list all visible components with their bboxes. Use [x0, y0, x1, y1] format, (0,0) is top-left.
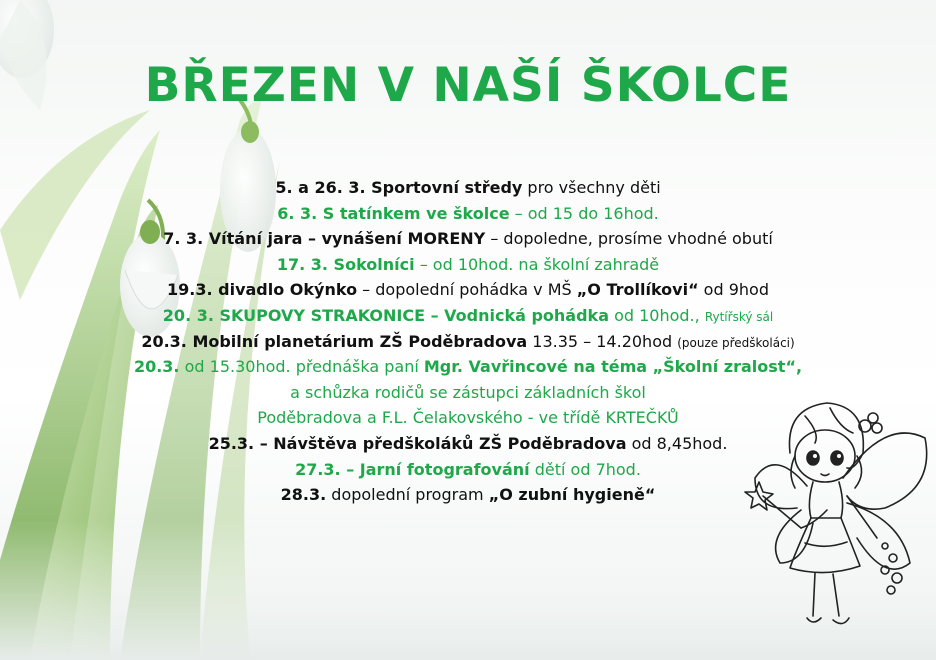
event-text: dětí od 7hod.: [529, 459, 641, 479]
event-text: „O Trollíkovi“: [576, 280, 699, 300]
event-text: a schůzka rodičů se zástupci základních škol: [290, 382, 646, 402]
event-text: 20.3.: [133, 357, 180, 377]
event-text: – od 10hod. na školní zahradě: [414, 254, 660, 274]
event-text: 20. 3. SKUPOVY STRAKONICE – Vodnická pohádka: [162, 306, 609, 325]
page-title: BŘEZEN V NAŠÍ ŠKOLCE: [144, 58, 792, 113]
event-line: [0, 332, 936, 353]
event-text: „O zubní hygieně“: [488, 485, 656, 505]
event-text: 13.35 – 14.20hod: [527, 331, 678, 351]
event-text: Mgr. Vavřincové na téma „Školní zralost“,: [423, 357, 803, 377]
event-text: od 9hod: [698, 280, 769, 300]
event-text: dopolední program: [326, 485, 489, 505]
event-text: od 10hod.,: [608, 306, 705, 325]
event-text: od 8,45hod.: [626, 434, 728, 453]
event-text: (pouze předškoláci): [677, 335, 795, 350]
event-text: – dopoledne, prosíme vhodné obutí: [485, 229, 773, 249]
event-text: od 15.30hod. přednáška paní: [179, 357, 424, 377]
fairy-illustration: [735, 378, 935, 653]
event-text: – od 15 do 16hod.: [509, 203, 659, 223]
event-line: [0, 229, 936, 249]
event-line: [0, 204, 936, 224]
event-text: 17. 3. Sokolníci: [276, 254, 415, 274]
event-text: 27.3. – Jarní fotografování: [295, 459, 530, 479]
event-text: 5. a 26. 3. Sportovní středy: [275, 178, 523, 197]
event-text: 28.3.: [280, 485, 327, 505]
event-text: Poděbradova a F.L. Čelakovského - ve třídě KRTEČKŮ: [257, 408, 679, 428]
event-text: Rytířský sál: [704, 310, 774, 324]
event-text: 25.3. – Návštěva předškoláků ZŠ Poděbradova: [208, 434, 627, 453]
event-text: 19.3. divadlo Okýnko: [167, 280, 358, 300]
event-line: [0, 255, 936, 275]
event-line: [0, 178, 936, 198]
event-text: pro všechny děti: [522, 178, 661, 197]
event-text: 7. 3. Vítání jara – vynášení MORENY: [163, 229, 486, 249]
event-line: [0, 306, 936, 327]
event-text: 20.3. Mobilní planetárium ZŠ Poděbradova: [141, 331, 528, 351]
event-text: – dopolední pohádka v MŠ: [357, 280, 577, 300]
event-line: [0, 280, 936, 300]
event-line: [0, 357, 936, 377]
event-text: 6. 3. S tatínkem ve školce: [277, 203, 510, 223]
